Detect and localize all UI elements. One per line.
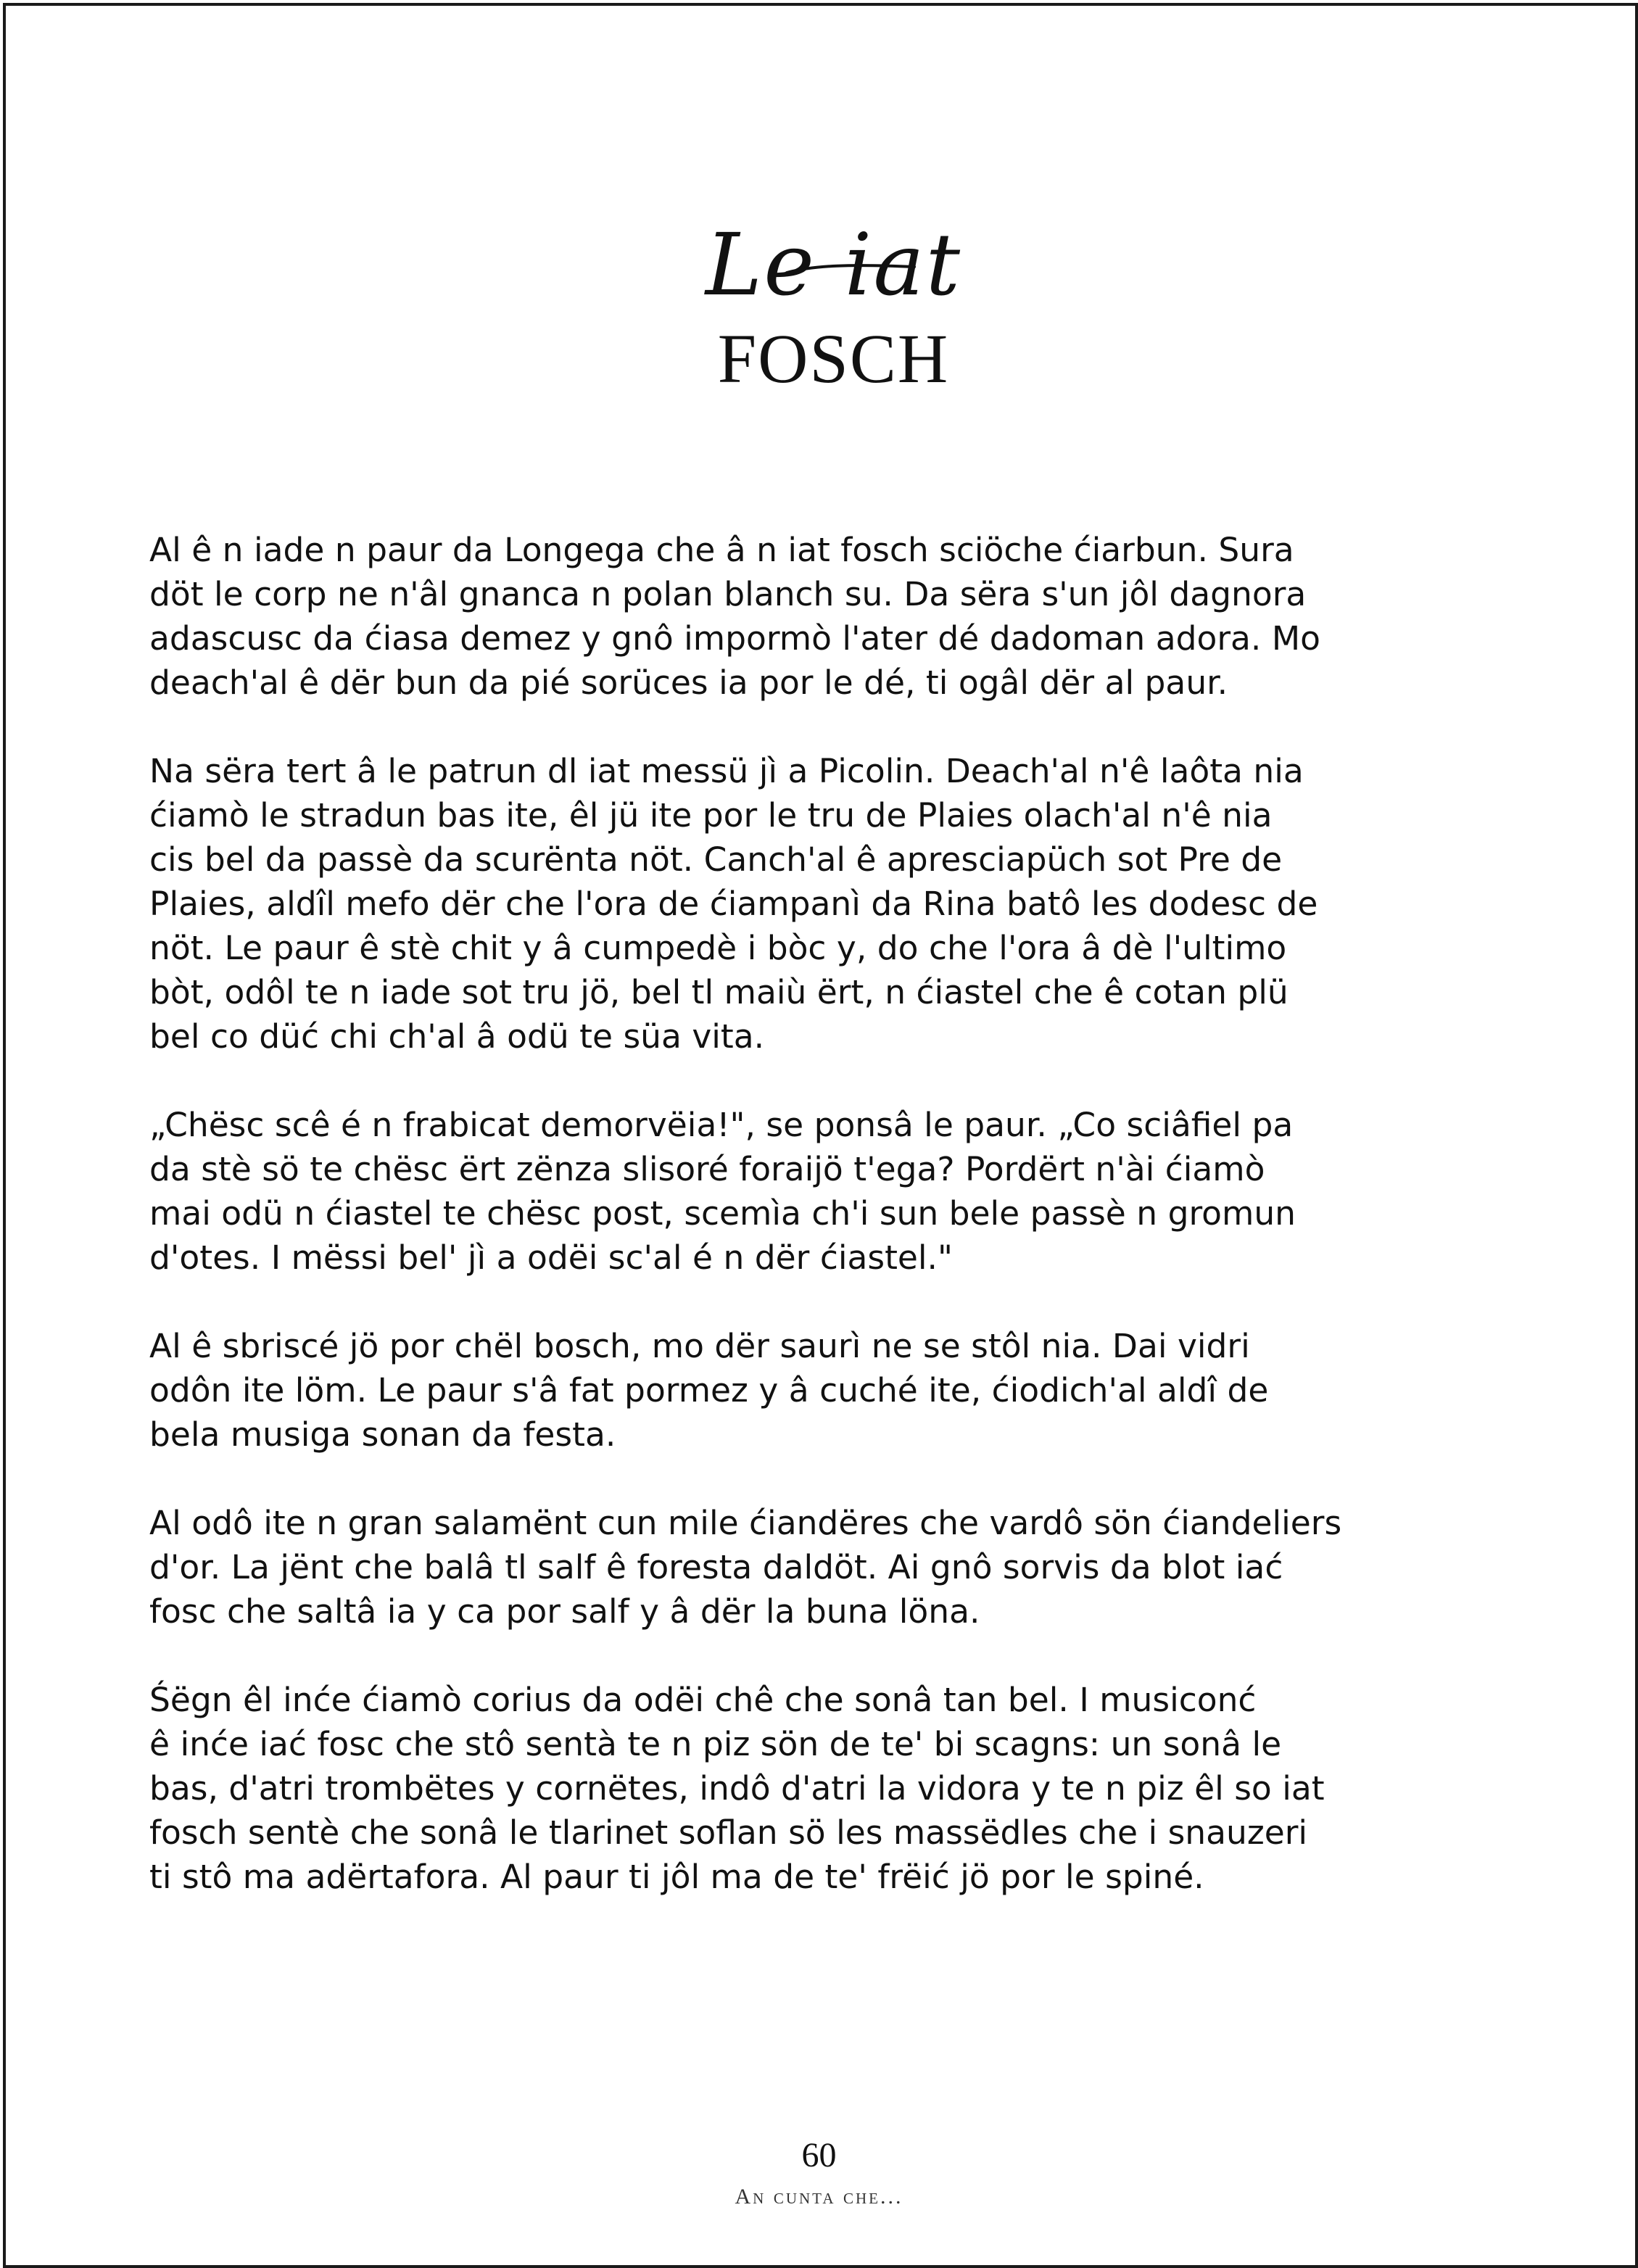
title-main-line: FOSCH xyxy=(717,320,950,397)
title-block xyxy=(0,215,1638,399)
paragraph: Al ê sbriscé jö por chël bosch, mo dër saurì ne se stôl nia. Dai vidri odôn ite löm. Le paur s'â fat pormez y â cuché ite, ćiodich'al aldî de bela musiga sonan da festa. xyxy=(149,1327,1269,1454)
paragraph: „Chësc scê é n frabicat demorvëia!", se ponsâ le paur. „Co sciâfiel pa da stè sö te chësc ërt zënza slisoré foraijö t'ega? Pordërt n'ài ćiamò mai odü n ćiastel te chësc post, scemìa ch'i sun bele passè n gromun d'otes. I mëssi bel' jì a odëi sc'al é n dër ćiastel." xyxy=(149,1106,1296,1277)
page-number: 60 xyxy=(801,2136,837,2174)
paragraph: Na sëra tert â le patrun dl iat messü jì a Picolin. Deach'al n'ê laôta nia ćiamò le stradun bas ite, êl jü ite por le tru de Plaies olach'al n'ê nia cis bel da passè da scurënta nöt. Canch'al ê aprescіapüch sot Pre de Plaies, aldîl mefo dër che l'ora de ćiampanì da Rina batô les dodesc de nöt. Le paur ê stè chit y â cumpedè i bòc y, do che l'ora â dè l'ultimo bòt, odôl te n iade sot tru jö, bel tl maiù ërt, n ćiastel che ê cotan plü bel co düć chi ch'al â odü te süa vita. xyxy=(149,752,1318,1056)
title-script-wrap xyxy=(677,215,962,315)
paragraph: Al odô ite n gran salamënt cun mile ćiandëres che vardô sön ćiandeliers d'or. La jënt che balâ tl salf ê foresta daldöt. Ai gnô sorvis da blot iać fosc che saltâ ia y ca por salf y â dër la buna löna. xyxy=(149,1504,1342,1631)
running-footer: An cunta che... xyxy=(735,2185,903,2209)
story-body xyxy=(149,528,1498,1943)
paragraph: Al ê n iade n paur da Longega che â n iat fosch sciöche ćiarbun. Sura döt le corp ne n'âl gnanca n polan blanch su. Da sëra s'un jôl dagnora adascusc da ćiasa demez y gnô impormò l'ater dé dadoman adora. Mo deach'al ê dër bun da pié sorüces ia por le dé, ti ogâl dër al paur. xyxy=(149,531,1320,702)
title-script-line: Le iat xyxy=(705,215,962,315)
paragraph: Śëgn êl inće ćiamò corius da odëi chê che sonâ tan bel. I musiconć ê inće iać fosc che stô sentà te n piz sön de te' bi scagns: un sonâ le bas, d'atri trombëtes y cornëtes, indô d'atri la vidora y te n piz êl so iat fosch sentè che sonâ le tlarinet soflan sö les massëdles che i snauzeri ti stô ma adërtafora. Al paur ti jôl ma de te' frëić jö por le spiné. xyxy=(149,1681,1325,1896)
title-flourish-icon xyxy=(785,262,916,277)
